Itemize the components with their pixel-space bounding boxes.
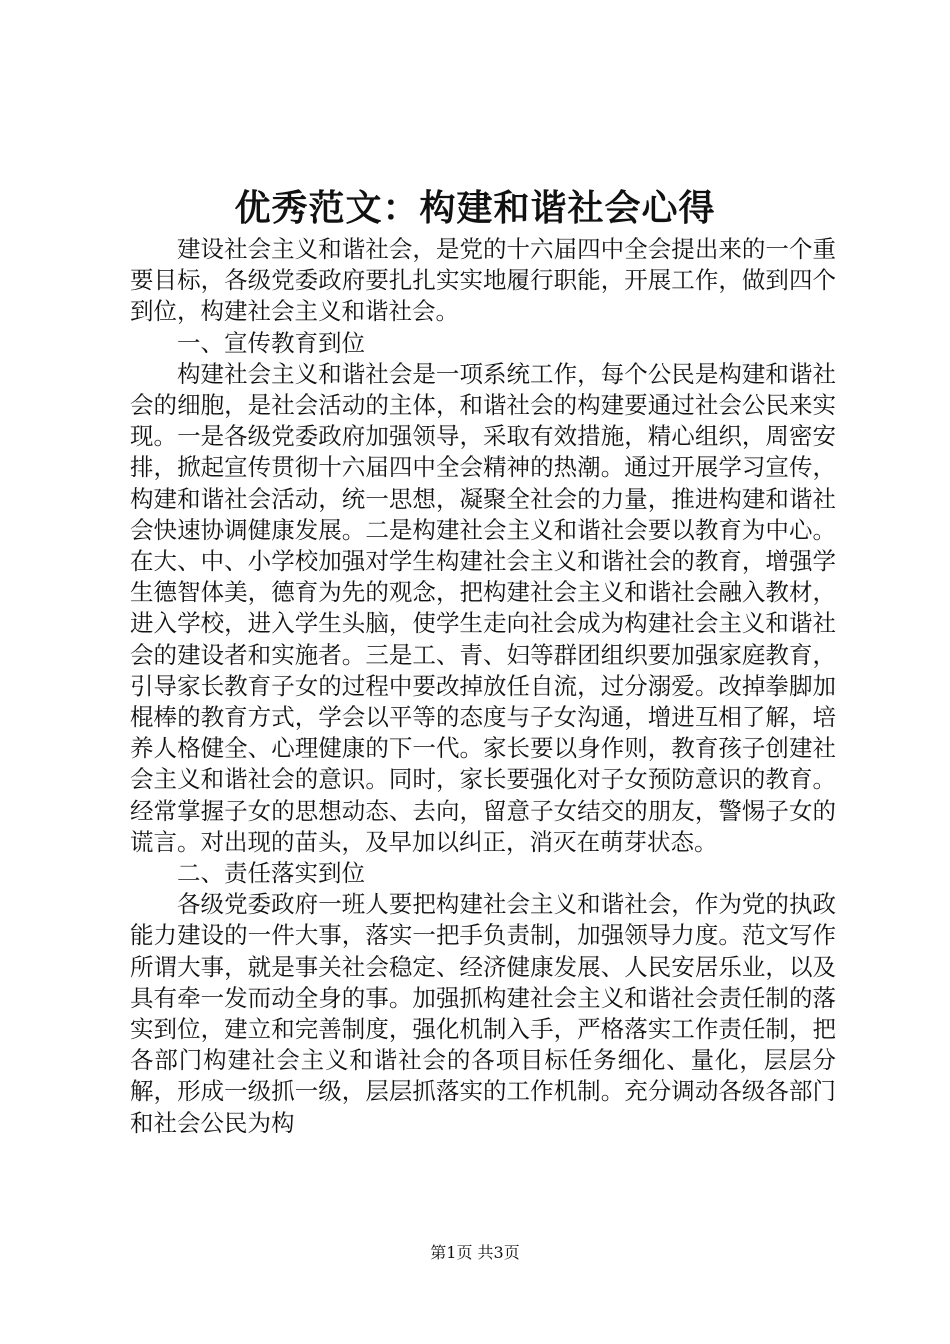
paragraph-section-2: 各级党委政府一班人要把构建社会主义和谐社会，作为党的执政能力建设的一件大事，落实一把手负责制，加强领导力度。范文写作所谓大事，就是事关社会稳定、经济健康发展、人民安居乐业，以及具有牵一发而动全身的事。加强抓构建社会主义和谐社会责任制的落实到位，建立和完善制度，强化机制入手，严格落实工作责任制，把各部门构建社会主义和谐社会的各项目标任务细化、量化，层层分解，形成一级抓一级，层层抓落实的工作机制。充分调动各级各部门和社会公民为构 <box>130 890 836 1137</box>
document-body <box>130 234 836 1139</box>
section-heading-2: 二、责任落实到位 <box>177 859 365 888</box>
section-heading-1: 一、宣传教育到位 <box>177 328 365 357</box>
paragraph-section-1: 构建社会主义和谐社会是一项系统工作，每个公民是构建和谐社会的细胞，是社会活动的主体，和谐社会的构建要通过社会公民来实现。一是各级党委政府加强领导，采取有效措施，精心组织，周密安排，掀起宣传贯彻十六届四中全会精神的热潮。通过开展学习宣传，构建和谐社会活动，统一思想，凝聚全社会的力量，推进构建和谐社会快速协调健康发展。二是构建社会主义和谐社会要以教育为中心。在大、中、小学校加强对学生构建社会主义和谐社会的教育，增强学生德智体美，德育为先的观念，把构建社会主义和谐社会融入教材，进入学校，进入学生头脑，使学生走向社会成为构建社会主义和谐社会的建设者和实施者。三是工、青、妇等群团组织要加强家庭教育，引导家长教育子女的过程中要改掉放任自流，过分溺爱。改掉拳脚加棍棒的教育方式，学会以平等的态度与子女沟通，增进互相了解，培养人格健全、心理健康的下一代。家长要以身作则，教育孩子创建社会主义和谐社会的意识。同时，家长要强化对子女预防意识的教育。经常掌握子女的思想动态、去向，留意子女结交的朋友，警惕子女的谎言。对出现的苗头，及早加以纠正，消灭在萌芽状态。 <box>130 359 836 856</box>
paragraph-intro: 建设社会主义和谐社会，是党的十六届四中全会提出来的一个重要目标，各级党委政府要扎扎实实地履行职能，开展工作，做到四个到位，构建社会主义和谐社会。 <box>130 235 836 326</box>
page-footer: 第1页 共3页 <box>430 1243 520 1262</box>
document-title: 优秀范文：构建和谐社会心得 <box>234 187 716 229</box>
